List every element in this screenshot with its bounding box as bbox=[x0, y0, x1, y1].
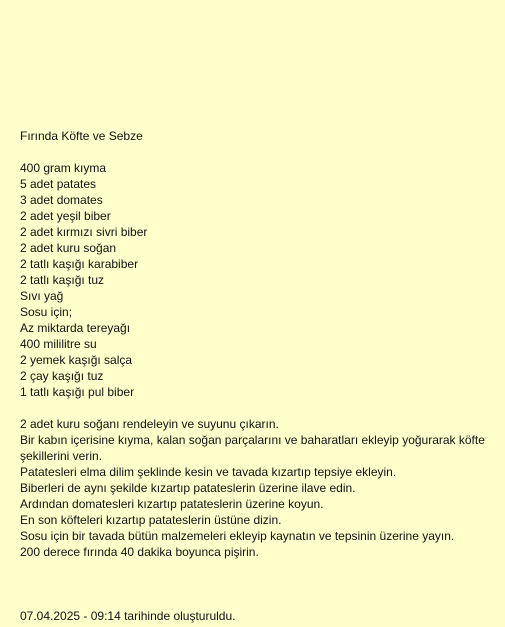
instruction-step: Ardından domatesleri kızartıp patateslerin üzerine koyun. bbox=[20, 497, 324, 511]
ingredient-item: 400 mililitre su bbox=[20, 337, 97, 351]
ingredient-item: 2 yemek kaşığı salça bbox=[20, 353, 133, 367]
instruction-step: 200 derece fırında 40 dakika boyunca pişirin. bbox=[20, 545, 259, 559]
instruction-step: Sosu için bir tavada bütün malzemeleri ekleyip kaynatın ve tepsinin üzerine yayın. bbox=[20, 529, 455, 543]
instruction-step: En son köfteleri kızartıp patateslerin üstüne dizin. bbox=[20, 513, 282, 527]
ingredient-item: Sosu için; bbox=[20, 305, 73, 319]
ingredient-item: Sıvı yağ bbox=[20, 289, 64, 303]
ingredient-item: 2 adet kuru soğan bbox=[20, 241, 117, 255]
spacer bbox=[20, 144, 490, 160]
instruction-step: Bir kabın içerisine kıyma, kalan soğan parçalarını ve baharatları ekleyip yoğurarak köfte şekillerini verin. bbox=[20, 433, 485, 463]
created-timestamp: 07.04.2025 - 09:14 tarihinde oluşturuldu. bbox=[20, 609, 236, 623]
recipe-title: Fırında Köfte ve Sebze bbox=[20, 129, 143, 143]
ingredient-item: 400 gram kıyma bbox=[20, 161, 107, 175]
ingredient-item: 2 çay kaşığı tuz bbox=[20, 369, 104, 383]
instruction-step: Patatesleri elma dilim şeklinde kesin ve tavada kızartıp tepsiye ekleyin. bbox=[20, 465, 397, 479]
ingredient-item: 1 tatlı kaşığı pul biber bbox=[20, 385, 135, 399]
ingredient-item: Az miktarda tereyağı bbox=[20, 321, 131, 335]
ingredient-item: 2 adet kırmızı sivri biber bbox=[20, 225, 148, 239]
instruction-step: 2 adet kuru soğanı rendeleyin ve suyunu çıkarın. bbox=[20, 417, 279, 431]
ingredient-item: 2 tatlı kaşığı tuz bbox=[20, 273, 105, 287]
ingredient-list bbox=[20, 160, 490, 400]
instruction-step: Biberleri de aynı şekilde kızartıp patateslerin üzerine ilave edin. bbox=[20, 481, 356, 495]
instruction-list bbox=[20, 416, 490, 560]
ingredient-item: 3 adet domates bbox=[20, 193, 103, 207]
ingredient-item: 5 adet patates bbox=[20, 177, 97, 191]
recipe-document bbox=[20, 128, 490, 560]
ingredient-item: 2 adet yeşil biber bbox=[20, 209, 111, 223]
spacer bbox=[20, 400, 490, 416]
ingredient-item: 2 tatlı kaşığı karabiber bbox=[20, 257, 139, 271]
